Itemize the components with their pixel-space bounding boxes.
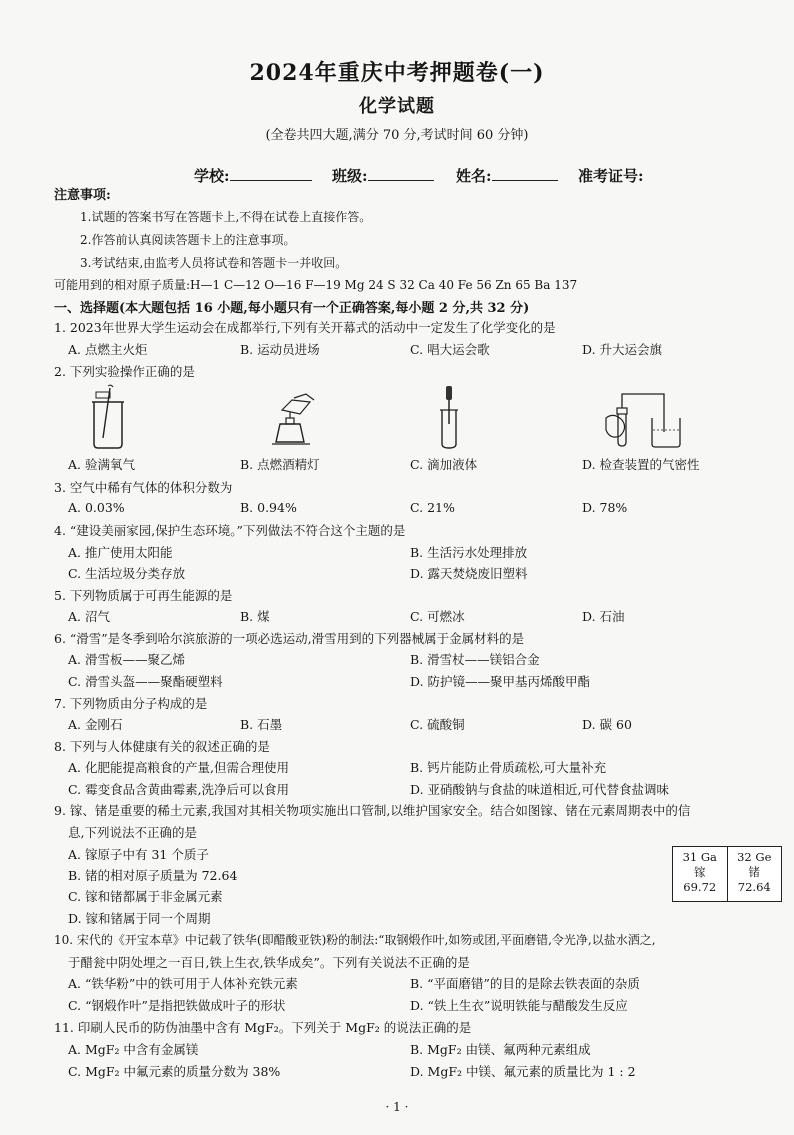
question-stem: 11. 印刷人民币的防伪油墨中含有 MgF₂。下列关于 MgF₂ 的说法正确的是: [54, 1020, 472, 1035]
option-c[interactable]: C. MgF₂ 中氟元素的质量分数为 38%: [68, 1064, 281, 1079]
exam-note: (全卷共四大题,满分 70 分,考试时间 60 分钟): [265, 128, 529, 143]
germanium-cell: [727, 847, 782, 901]
notice-item: 2.作答前认真阅读答题卡上的注意事项。: [80, 233, 296, 247]
option-d[interactable]: D. 检查装置的气密性: [582, 457, 700, 472]
dropper-icon: [436, 384, 464, 450]
question-stem: 4. “建设美丽家园,保护生态环境。”下列做法不符合这个主题的是: [54, 523, 406, 538]
option-a[interactable]: A. 推广使用太阳能: [68, 545, 173, 560]
question-stem: 2. 下列实验操作正确的是: [54, 364, 195, 379]
option-a[interactable]: A. 0.03%: [68, 500, 125, 515]
option-c[interactable]: C. 镓和锗都属于非金属元素: [68, 889, 223, 904]
school-field: [194, 165, 312, 186]
class-blank[interactable]: [368, 166, 434, 181]
option-b[interactable]: B. MgF₂ 由镁、氟两种元素组成: [410, 1042, 591, 1057]
gallium-cell: [673, 847, 727, 901]
germanium-number-symbol: 32 Ge: [737, 850, 772, 864]
option-d[interactable]: D. MgF₂ 中镁、氟元素的质量比为 1 : 2: [410, 1064, 636, 1079]
option-b[interactable]: B. 滑雪杖——镁铝合金: [410, 652, 540, 667]
option-d[interactable]: D. 石油: [582, 609, 625, 624]
question-stem-cont: 息,下列说法不正确的是: [68, 825, 197, 840]
question-stem: 5. 下列物质属于可再生能源的是: [54, 588, 233, 603]
gallium-mass: 69.72: [683, 880, 717, 894]
exam-title: 2024年重庆中考押题卷(一): [249, 60, 545, 86]
question-stem-cont: 于醋瓮中阴处埋之一百日,铁上生衣,铁华成矣”。下列有关说法不正确的是: [68, 955, 470, 970]
school-blank[interactable]: [230, 166, 312, 181]
option-c[interactable]: C. 硫酸铜: [410, 717, 465, 732]
option-d[interactable]: D. 升大运会旗: [582, 342, 663, 357]
option-d[interactable]: D. 亚硝酸钠与食盐的味道相近,可代替食盐调味: [410, 782, 669, 797]
option-b[interactable]: B. 运动员进场: [240, 342, 320, 357]
gallium-number-symbol: 31 Ga: [682, 850, 717, 864]
exam-number-label: 准考证号:: [578, 167, 644, 185]
gallium-name: 镓: [694, 865, 706, 879]
option-b[interactable]: B. 锗的相对原子质量为 72.64: [68, 868, 238, 883]
germanium-mass: 72.64: [737, 880, 771, 894]
option-c[interactable]: C. 唱大运会歌: [410, 342, 490, 357]
option-b[interactable]: B. 点燃酒精灯: [240, 457, 320, 472]
notice-title: 注意事项:: [54, 188, 111, 203]
class-field: [332, 165, 434, 186]
question-stem: 3. 空气中稀有气体的体积分数为: [54, 480, 233, 495]
question-stem: 9. 镓、锗是重要的稀土元素,我国对其相关物项实施出口管制,以维护国家安全。结合如图镓、锗在元素周期表中的信: [54, 803, 691, 818]
question-stem: 8. 下列与人体健康有关的叙述正确的是: [54, 739, 270, 754]
name-field: [456, 165, 558, 186]
option-d[interactable]: D. 镓和锗属于同一个周期: [68, 911, 211, 926]
option-d[interactable]: D. 露天焚烧废旧塑料: [410, 566, 528, 581]
option-d[interactable]: D. 78%: [582, 500, 628, 515]
option-a[interactable]: A. MgF₂ 中含有金属镁: [68, 1042, 199, 1057]
option-a[interactable]: A. 滑雪板——聚乙烯: [68, 652, 185, 667]
page-number: · 1 ·: [385, 1100, 409, 1114]
germanium-name: 锗: [748, 865, 760, 879]
name-label: 姓名:: [456, 167, 492, 185]
alcohol-lamp-icon: [262, 392, 320, 450]
atomic-masses: 可能用到的相对原子质量:H—1 C—12 O—16 F—19 Mg 24 S 32 Ca 40 Fe 56 Zn 65 Ba 137: [54, 278, 578, 292]
question-stem: 6. “滑雪”是冬季到哈尔滨旅游的一项必选运动,滑雪用到的下列器械属于金属材料的是: [54, 631, 525, 646]
section-heading: 一、选择题(本大题包括 16 小题,每小题只有一个正确答案,每小题 2 分,共 32 分): [54, 301, 530, 316]
option-a[interactable]: A. “铁华粉”中的铁可用于人体补充铁元素: [68, 976, 298, 991]
option-b[interactable]: B. “平面磨错”的目的是除去铁表面的杂质: [410, 976, 640, 991]
question-stem: 7. 下列物质由分子构成的是: [54, 696, 208, 711]
oxygen-test-icon: [86, 384, 130, 450]
option-c[interactable]: C. 生活垃圾分类存放: [68, 566, 186, 581]
option-b[interactable]: B. 石墨: [240, 717, 283, 732]
exam-number-field: [578, 165, 644, 186]
exam-subject: 化学试题: [359, 96, 435, 117]
class-label: 班级:: [332, 167, 368, 185]
option-a[interactable]: A. 金刚石: [68, 717, 123, 732]
notice-item: 1.试题的答案书写在答题卡上,不得在试卷上直接作答。: [80, 210, 372, 224]
option-b[interactable]: B. 煤: [240, 609, 270, 624]
question-stem: 10. 宋代的《开宝本草》中记载了铁华(即醋酸亚铁)粉的制法:“取钢煅作叶,如笏或团,平面磨错,令光净,以盐水洒之,: [54, 933, 656, 947]
option-b[interactable]: B. 生活污水处理排放: [410, 545, 528, 560]
option-d[interactable]: D. 防护镜——聚甲基丙烯酸甲酯: [410, 674, 591, 689]
name-blank[interactable]: [492, 166, 558, 181]
school-label: 学校:: [194, 167, 230, 185]
option-c[interactable]: C. 可燃冰: [410, 609, 465, 624]
option-a[interactable]: A. 点燃主火炬: [68, 342, 148, 357]
option-c[interactable]: C. 霉变食品含黄曲霉素,洗净后可以食用: [68, 782, 290, 797]
option-b[interactable]: B. 钙片能防止骨质疏松,可大量补充: [410, 760, 607, 775]
option-c[interactable]: C. 滴加液体: [410, 457, 478, 472]
option-d[interactable]: D. “铁上生衣”说明铁能与醋酸发生反应: [410, 998, 628, 1013]
option-c[interactable]: C. 21%: [410, 500, 455, 515]
option-a[interactable]: A. 镓原子中有 31 个质子: [68, 847, 209, 862]
option-a[interactable]: A. 化肥能提高粮食的产量,但需合理使用: [68, 760, 289, 775]
question-stem: 1. 2023年世界大学生运动会在成都举行,下列有关开幕式的活动中一定发生了化学变化的是: [54, 320, 556, 335]
option-a[interactable]: A. 沼气: [68, 609, 110, 624]
option-c[interactable]: C. 滑雪头盔——聚酯硬塑料: [68, 674, 223, 689]
option-c[interactable]: C. “钢煅作叶”是指把铁做成叶子的形状: [68, 998, 286, 1013]
option-a[interactable]: A. 验满氧气: [68, 457, 135, 472]
notice-item: 3.考试结束,由监考人员将试卷和答题卡一并收回。: [80, 256, 348, 270]
option-b[interactable]: B. 0.94%: [240, 500, 297, 515]
airtightness-apparatus-icon: [602, 384, 686, 450]
option-d[interactable]: D. 碳 60: [582, 717, 632, 732]
periodic-table-excerpt: [672, 846, 782, 902]
